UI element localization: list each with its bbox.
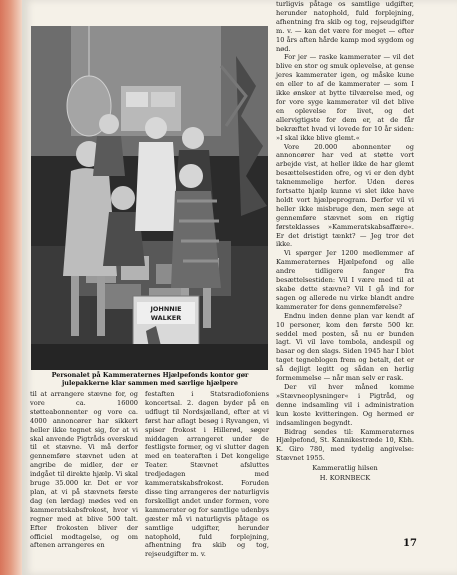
crate-label-line1: JOHNNIE — [150, 305, 182, 313]
group-photo — [31, 26, 268, 370]
page-number: 17 — [403, 538, 417, 549]
author-signature: H. KORNBECK — [319, 474, 371, 483]
left-column-paragraph: til at arrangere stævne for, og vore ca. 16000 støtteabonnenter og vore ca. 4000 annoncører har sikkert heller ikke tegnet sig, for at vi skal anvende Pigtråds overskud til et stævne. Vi må derfor gennemføre stævnet uden at angribe de midler, der er indgået til direkte hjælp. Vi skal bruge 35.000 kr. Det er vor plan, at vi på stævnets første dag (en lørdag) mødes ved en kammeratskabsfrokost, hvor vi regner med at blive 500 talt. Efter frokosten bliver der officiel modtagelse, og om aftenen arrangeres en — [30, 390, 138, 550]
page-spine-shadow — [0, 0, 24, 575]
right-paragraph-6: Der vil hver måned komme »Stævneoplysninger« i Pigtråd, og denne indsamling vil i administration kun koste kvitteringen. Og hermed er indsamlingen begyndt. — [276, 382, 414, 427]
closing-line: Kammeratlig hilsen — [312, 464, 378, 473]
right-paragraph-1: turligvis påtage os samtlige udgifter, herunder natophold, fuld forplejning, afhentning fra skib og tog, rejseudgifter m. v. — kan det være for meget — efter 10 års aften hårde kamp mod sygdom og nød. — [276, 0, 414, 53]
right-paragraph-4: Vi spørger Jer 1200 medlemmer af Kammeraternes Hjælpefond og alle andre tidligere fanger fra besættelsestiden: Vil I være med til at skabe dette stævne? Vil I gå ind for sagen og allerede nu virke blandt andre kammerater for dens gennemførelse? — [276, 249, 414, 311]
middle-column-paragraph: festaften i Statsradiofoniens koncertsal. 2. dagen byder på en udflugt til Nordsjælland, efter at vi først har aflagt besøg i Ryvangen, vi spiser frokost i Hillerød, søger middagen arrangeret under de festligste former, og vi slutter dagen med en teateraften i Det kongelige Teater. Stævnet afsluttes tredjedagen med kammeratskabsfrokost. Foruden disse ting arrangeres der naturligvis forskelligt andet under formen, vore kammerater og for samtlige udenbys gæster må vi naturligvis påtage os samtlige udgifter, herunder natophold, fuld forplejning, afhentning fra skib og tog, rejseudgifter m. v. — [145, 390, 269, 559]
right-paragraph-5: Endnu inden denne plan var kendt af 10 personer, kom den første 500 kr. seddel med posten, så nu er bunden lagt. Vi vil lave tombola, andespil og basar og den slags. Siden 1945 har I blot taget tegneblogen frem og betalt, det er så dejligt legitt og sådan en herlig formemmelse — når man selv er rask. — [276, 311, 414, 383]
middle-column-text — [145, 390, 269, 559]
right-paragraph-7: Bidrag sendes til: Kammeraternes Hjælpefond, St. Kannikestræde 10, Kbh. K. Giro 780, med tydelig angivelse: Stævnet 1955. — [276, 427, 414, 463]
left-column-text — [30, 390, 138, 550]
photo-illustration — [31, 26, 268, 370]
right-paragraph-3: Vore 20.000 abonnenter og annoncører har ved at støtte vort arbejde vist, at heller ikke de har glemt besættelsestiden ofre, og vi er den dybt taknemmelige herfor. Uden deres fortsatte hjælp kunne vi slet ikke have holdt vort hjælpeprogram. Derfor vil vi heller ikke misbruge den, men søge at gennemføre stævnet som en rigtig førsteklasses »Kammeratskabsaffære«. Er det dristigt tænkt? — Jeg tror det ikke. — [276, 142, 414, 249]
right-paragraph-2: For jer — raske kammerater — vil det blive en stor og smuk oplevelse, at gense jeres kammerater igen, og måske kune en eller to af de kammerater — som I ikke ønsker at bytte tilværelse med, og for vore syge kammerater vil det blive en oplevelse for livet, og det allervigtigste for dem er, at de får bekræftet hvad vi lovede for 10 år siden: »I skal ikke blive glemt.« — [276, 53, 414, 142]
right-column-text — [276, 0, 414, 483]
crate-label-line2: WALKER — [150, 314, 182, 322]
photo-caption: Personalet på Kammeraternes Hjælpefonds kontor gør julepakkerne klar sammen med særlige hjælpere — [51, 371, 249, 388]
